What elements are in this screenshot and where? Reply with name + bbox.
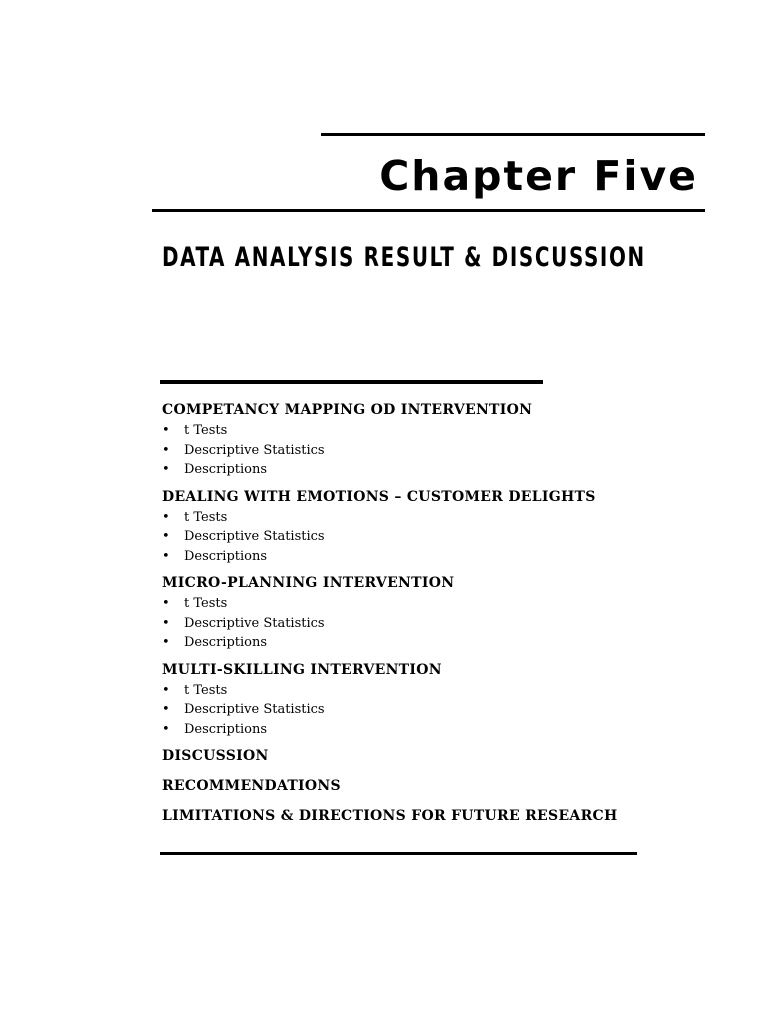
list-item — [162, 441, 682, 461]
list-item-label: Descriptions — [184, 462, 268, 477]
list-item — [162, 720, 682, 740]
section-heading-limitations: LIMITATIONS & DIRECTIONS FOR FUTURE RESEARCH — [162, 808, 618, 824]
section-heading: MICRO-PLANNING INTERVENTION — [162, 575, 455, 591]
list-item — [162, 681, 682, 701]
section-topic-list — [162, 594, 682, 653]
list-item — [162, 547, 682, 567]
section-heading: MULTI-SKILLING INTERVENTION — [162, 661, 442, 678]
list-item-label: Descriptions — [184, 635, 268, 650]
bullet-icon: • — [162, 721, 170, 737]
list-item-label: t Tests — [184, 423, 228, 438]
chapter-title: Chapter Five — [379, 152, 698, 200]
list-item — [162, 460, 682, 480]
list-item-label: t Tests — [184, 682, 228, 698]
top-rule — [321, 133, 705, 136]
list-item — [162, 614, 682, 634]
bullet-icon: • — [162, 462, 170, 477]
bullet-icon: • — [162, 682, 170, 698]
contents-top-rule — [160, 380, 543, 384]
chapter-contents — [162, 400, 682, 826]
list-item-label: t Tests — [184, 596, 228, 611]
list-item-label: Descriptive Statistics — [184, 442, 325, 458]
bullet-icon: • — [162, 702, 170, 717]
list-item — [162, 508, 682, 528]
list-item — [162, 594, 682, 614]
contents-bottom-rule — [160, 852, 637, 855]
section-topic-list — [162, 508, 682, 567]
section-competancy-mapping — [162, 400, 682, 480]
bullet-icon: • — [162, 635, 170, 650]
section-heading-discussion: DISCUSSION — [162, 748, 269, 764]
section-heading: DEALING WITH EMOTIONS – CUSTOMER DELIGHTS — [162, 488, 596, 505]
section-micro-planning — [162, 573, 682, 653]
list-item-label: Descriptive Statistics — [184, 529, 325, 544]
bullet-icon: • — [162, 615, 170, 631]
bullet-icon: • — [162, 423, 170, 438]
bullet-icon: • — [162, 529, 170, 544]
list-item — [162, 527, 682, 547]
section-heading-recommendations: RECOMMENDATIONS — [162, 778, 341, 794]
list-item — [162, 700, 682, 720]
section-dealing-with-emotions — [162, 487, 682, 567]
title-divider — [152, 209, 705, 212]
section-topic-list — [162, 681, 682, 740]
list-item-label: Descriptive Statistics — [184, 702, 325, 717]
list-item — [162, 421, 682, 441]
bullet-icon: • — [162, 509, 170, 525]
list-item-label: Descriptions — [184, 548, 268, 564]
chapter-subtitle: DATA ANALYSIS RESULT & DISCUSSION — [162, 242, 646, 273]
bullet-icon: • — [162, 442, 170, 458]
list-item — [162, 633, 682, 653]
section-topic-list — [162, 421, 682, 480]
section-heading: COMPETANCY MAPPING OD INTERVENTION — [162, 402, 533, 418]
bullet-icon: • — [162, 596, 170, 611]
list-item-label: Descriptions — [184, 721, 268, 737]
bullet-icon: • — [162, 548, 170, 564]
list-item-label: Descriptive Statistics — [184, 615, 325, 631]
section-multi-skilling — [162, 660, 682, 740]
list-item-label: t Tests — [184, 509, 228, 525]
